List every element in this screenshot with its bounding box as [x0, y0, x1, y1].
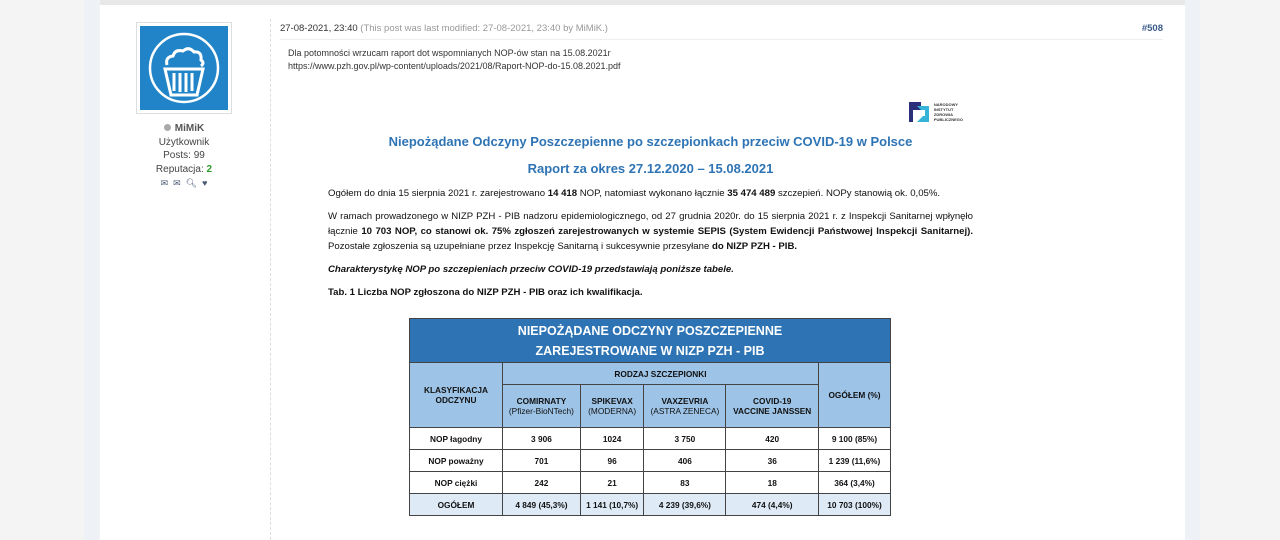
paragraph-surveillance: W ramach prowadzonego w NIZP PZH - PIB nadzoru epidemiologicznego, od 27 grudnia 2020r. do 15 sierpnia 2021 r. z Inspekcji Sanitarnej wpłynęło łącznie 10 703 NOP, co stanowi ok. 75% zgłoszeń zarejestrowanych w systemie SEPIS (System Ewidencji Państwowej Inspekcji Sanitarnej). Pozostałe zgłoszenia są uzupełniane przez Inspekcję Sanitarną i sukcesywnie przesyłane do NIZP PZH - PIB. [328, 211, 973, 252]
paragraph-intro: Charakterystykę NOP po szczepieniach przeciw COVID-19 przedstawiają poniższe tabele. [328, 264, 734, 275]
paragraph-summary: Ogółem do dnia 15 sierpnia 2021 r. zarejestrowano 14 418 NOP, natomiast wykonano łącznie 35 474 489 szczepień. NOPy stanowią ok. 0,05%. [328, 188, 941, 199]
table-row: NOP łagodny 3 906 1024 3 750 420 9 100 (85%) [410, 428, 891, 450]
email-icon[interactable]: ✉ [160, 178, 169, 188]
report-link[interactable]: https://www.pzh.gov.pl/wp-content/uploads/2021/08/Raport-NOP-do-15.08.2021.pdf [288, 61, 621, 71]
divider [270, 19, 271, 540]
report-image [328, 100, 973, 300]
post-count: Posts: 99 [163, 150, 205, 161]
forum-post [100, 0, 1185, 540]
report-subtitle: Raport za okres 27.12.2020 – 15.08.2021 [527, 161, 774, 176]
post-author [136, 22, 232, 191]
table-total-row: OGÓŁEM 4 849 (45,3%) 1 141 (10,7%) 4 239 (39,6%) 474 (4,4%) 10 703 (100%) [410, 494, 891, 516]
post-meta: 27-08-2021, 23:40 (This post was last modified: 27-08-2021, 23:40 by MiMiK.) #508 [280, 23, 1163, 40]
table-caption: Tab. 1 Liczba NOP zgłoszona do NIZP PZH - PIB oraz ich kwalifikacja. [328, 287, 643, 298]
report-title: Niepożądane Odczyny Poszczepienne po szczepionkach przeciw COVID-19 w Polsce [388, 134, 913, 149]
table-row: NOP poważny 701 96 406 36 1 239 (11,6%) [410, 450, 891, 472]
group-header: RODZAJ SZCZEPIONKI [503, 363, 819, 385]
left-gutter [84, 0, 99, 540]
table-row: NOP ciężki 242 21 83 18 364 (3,4%) [410, 472, 891, 494]
offline-status-icon [164, 124, 171, 131]
pm-icon[interactable]: ✉ [173, 178, 181, 188]
user-role: Użytkownik [158, 136, 210, 148]
popcorn-icon [147, 31, 221, 105]
nop-table [409, 318, 891, 516]
avatar[interactable] [136, 22, 232, 114]
heart-icon[interactable]: ♥ [202, 178, 208, 188]
vaccine-header: COMIRNATY (Pfizer-BioNTech) [503, 385, 581, 428]
vaccine-header: COVID-19 VACCINE JANSSEN [726, 385, 819, 428]
reputation: Reputacja: 2 [155, 163, 213, 175]
table-title: NIEPOŻĄDANE ODCZYNY POSZCZEPIENNE ZAREJESTROWANE W NIZP PZH - PIB [410, 319, 891, 363]
search-icon[interactable]: 🔍︎ [185, 178, 198, 188]
post-timestamp: 27-08-2021, 23:40 [280, 23, 358, 34]
nizp-logo-icon [907, 100, 931, 124]
nizp-logo: NARODOWY INSTYTUT ZDROWIA PUBLICZNEGO [907, 100, 963, 124]
username[interactable]: MiMiK [174, 123, 205, 134]
post-body: Dla potomności wrzucam raport dot wspomnianych NOP-ów stan na 15.08.2021r https://www.pzh.gov.pl/wp-content/uploads/2021/08/Raport-NOP-do-15.08.2021.pdf [288, 48, 621, 71]
vaccine-header: VAXZEVRIA (ASTRA ZENECA) [644, 385, 726, 428]
class-header: KLASYFIKACJA ODCZYNU [410, 363, 503, 428]
modified-by-link[interactable]: MiMiK [575, 23, 603, 34]
right-gutter [1185, 0, 1200, 540]
post-number-link[interactable]: #508 [1141, 23, 1163, 34]
vaccine-header: SPIKEVAX (MODERNA) [580, 385, 644, 428]
total-header: OGÓŁEM (%) [819, 363, 891, 428]
